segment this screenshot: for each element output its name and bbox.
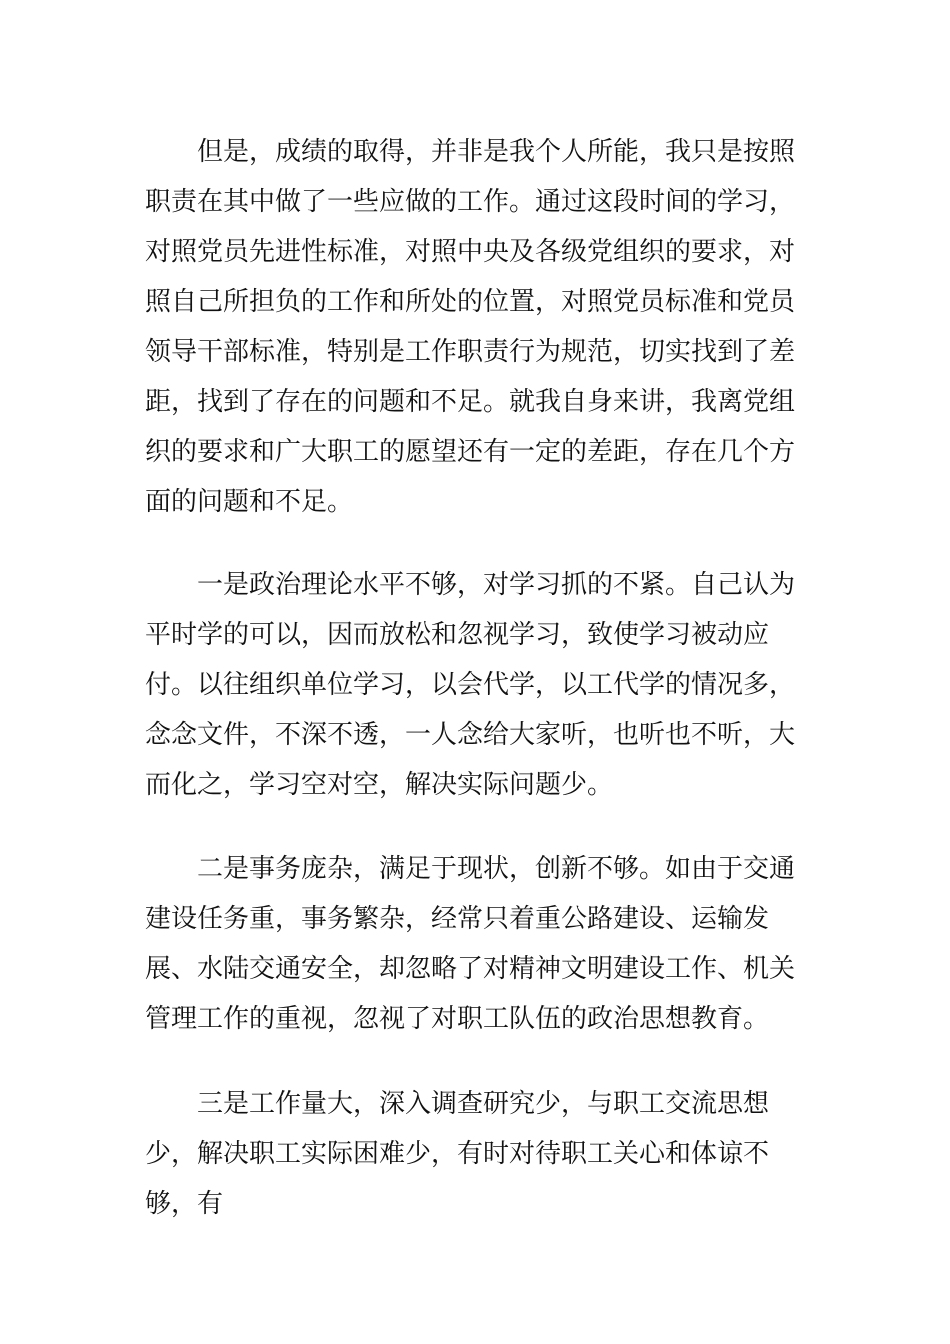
paragraph-text: 一是政治理论水平不够，对学习抓的不紧。自己认为平时学的可以，因而放松和忽视学习，致使学习被动应付。以往组织单位学习，以会代学，以工代学的情况多，念念文件，不深不透，一人念给大家听，也听也不听，大而化之，学习空对空，解决实际问题少。 xyxy=(145,570,796,800)
paragraph-text: 三是工作量大，深入调查研究少，与职工交流思想少，解决职工实际困难少，有时对待职工关心和体谅不够，有 xyxy=(145,1089,770,1219)
paragraph-achievements xyxy=(145,127,800,527)
paragraph-point-one xyxy=(145,560,800,810)
paragraph-point-three xyxy=(145,1079,800,1229)
paragraph-text: 但是，成绩的取得，并非是我个人所能，我只是按照职责在其中做了一些应做的工作。通过这段时间的学习，对照党员先进性标准，对照中央及各级党组织的要求，对照自己所担负的工作和所处的位置，对照党员标准和党员领导干部标准，特别是工作职责行为规范，切实找到了差距，找到了存在的问题和不足。就我自身来讲，我离党组织的要求和广大职工的愿望还有一定的差距，存在几个方面的问题和不足。 xyxy=(145,137,796,517)
paragraph-text: 二是事务庞杂，满足于现状，创新不够。如由于交通建设任务重，事务繁杂，经常只着重公路建设、运输发展、水陆交通安全，却忽略了对精神文明建设工作、机关管理工作的重视，忽视了对职工队伍的政治思想教育。 xyxy=(145,854,796,1034)
paragraph-point-two xyxy=(145,844,800,1044)
